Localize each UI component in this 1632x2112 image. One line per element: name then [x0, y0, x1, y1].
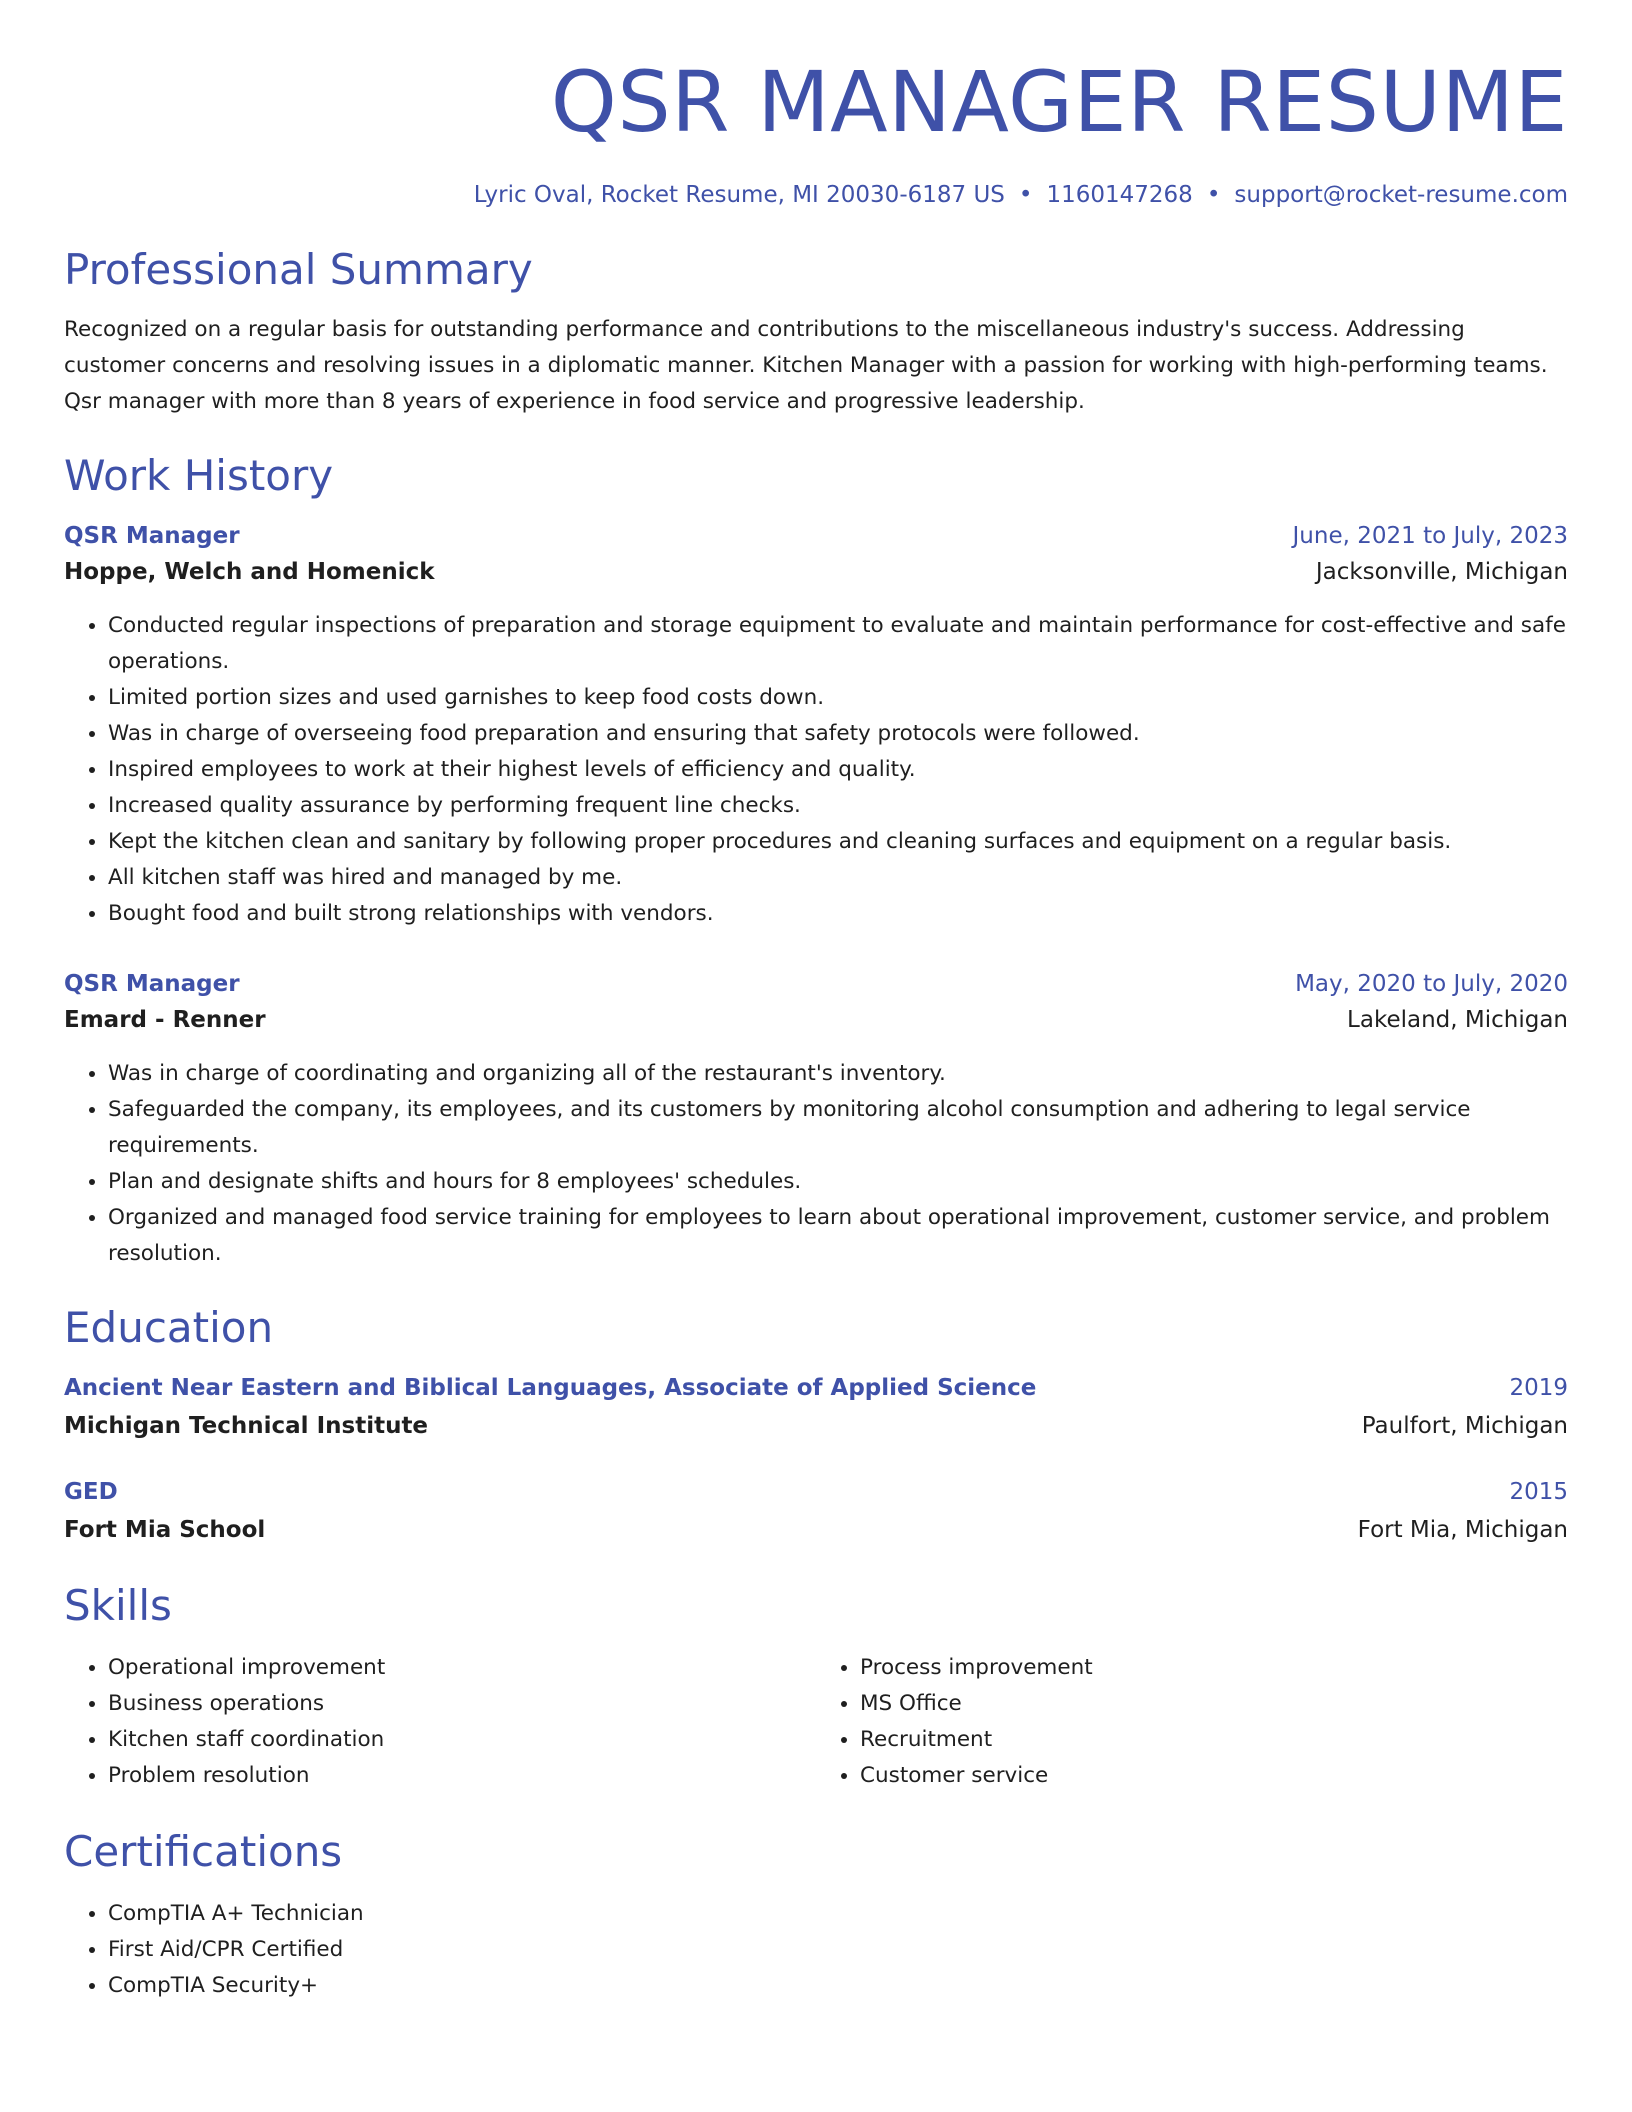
education-location: Paulfort, Michigan — [1361, 1413, 1568, 1439]
skill-item: • Recruitment — [860, 1722, 1568, 1758]
section-heading-education: Education — [64, 1303, 274, 1352]
job-bullet: • Plan and designate shifts and hours for 8 employees' schedules. — [108, 1164, 1568, 1200]
job-title: QSR Manager — [64, 971, 240, 997]
job-bullet: • Conducted regular inspections of preparation and storage equipment to evaluate and maintain performance for cost-effective and safe operations. — [108, 608, 1568, 680]
skill-item: • Problem resolution — [108, 1758, 816, 1794]
job-bullet: • Inspired employees to work at their highest levels of efficiency and quality. — [108, 752, 1568, 788]
job-employer: Hoppe, Welch and Homenick — [64, 559, 435, 585]
job-bullet: • Increased quality assurance by performing frequent line checks. — [108, 788, 1568, 824]
contact-phone: 1160147268 — [1046, 182, 1193, 208]
skill-item: • Operational improvement — [108, 1650, 816, 1686]
skill-item: • Customer service — [860, 1758, 1568, 1794]
section-heading-work-history: Work History — [64, 451, 334, 500]
education-entry — [64, 1476, 1568, 1548]
job-bullet: • Bought food and built strong relationships with vendors. — [108, 896, 1568, 932]
education-degree: GED — [64, 1479, 118, 1505]
certification-item: • CompTIA Security+ — [108, 1968, 1568, 2004]
education-school: Fort Mia School — [64, 1517, 266, 1543]
job-bullet: • Was in charge of overseeing food preparation and ensuring that safety protocols were followed. — [108, 716, 1568, 752]
job-location: Lakeland, Michigan — [1347, 1007, 1568, 1033]
job-dates: June, 2021 to July, 2023 — [1292, 523, 1568, 549]
resume-title: QSR MANAGER RESUME — [550, 53, 1568, 151]
section-heading-certifications: Certifications — [64, 1827, 343, 1876]
contact-address: Lyric Oval, Rocket Resume, MI 20030-6187 US — [473, 182, 1005, 208]
section-heading-skills: Skills — [64, 1581, 172, 1630]
job-bullets — [64, 608, 1568, 932]
job-bullet: • Limited portion sizes and used garnishes to keep food costs down. — [108, 680, 1568, 716]
certifications-list — [64, 1896, 1568, 2004]
skill-item: • MS Office — [860, 1686, 1568, 1722]
skills-column-left — [64, 1650, 816, 1794]
job-bullet: • All kitchen staff was hired and managed by me. — [108, 860, 1568, 896]
job-dates: May, 2020 to July, 2020 — [1295, 971, 1568, 997]
skills-column-right — [816, 1650, 1568, 1794]
certification-item: • First Aid/CPR Certified — [108, 1932, 1568, 1968]
skill-item: • Kitchen staff coordination — [108, 1722, 816, 1758]
job-bullet: • Safeguarded the company, its employees, and its customers by monitoring alcohol consumption and adhering to legal service requirements. — [108, 1092, 1568, 1164]
job-title: QSR Manager — [64, 523, 240, 549]
job-bullet: • Organized and managed food service training for employees to learn about operational improvement, customer service, and problem resolution. — [108, 1200, 1568, 1272]
job-bullets — [64, 1056, 1568, 1272]
job-entry — [64, 968, 1568, 1272]
contact-email[interactable]: support@rocket-resume.com — [1234, 182, 1568, 208]
skill-item: • Process improvement — [860, 1650, 1568, 1686]
contact-separator: • — [1206, 182, 1221, 208]
contact-line — [64, 180, 1568, 210]
job-bullet: • Kept the kitchen clean and sanitary by following proper procedures and cleaning surfaces and equipment on a regular basis. — [108, 824, 1568, 860]
certification-item: • CompTIA A+ Technician — [108, 1896, 1568, 1932]
education-year: 2015 — [1509, 1479, 1568, 1505]
education-location: Fort Mia, Michigan — [1357, 1517, 1568, 1543]
education-degree: Ancient Near Eastern and Biblical Languages, Associate of Applied Science — [64, 1375, 1037, 1401]
job-entry — [64, 520, 1568, 932]
education-entry — [64, 1372, 1568, 1444]
skill-item: • Business operations — [108, 1686, 816, 1722]
contact-separator: • — [1018, 182, 1033, 208]
job-employer: Emard - Renner — [64, 1007, 266, 1033]
job-bullet: • Was in charge of coordinating and organizing all of the restaurant's inventory. — [108, 1056, 1568, 1092]
education-school: Michigan Technical Institute — [64, 1413, 429, 1439]
summary-text: Recognized on a regular basis for outstanding performance and contributions to the miscellaneous industry's success. Addressing customer concerns and resolving issues in a diplomatic manner. Kitchen Manager with a passion for working with high-performing teams. Qsr manager with more than 8 years of experience in food service and progressive leadership. — [64, 317, 1548, 414]
section-heading-summary: Professional Summary — [64, 245, 533, 294]
job-location: Jacksonville, Michigan — [1315, 559, 1568, 585]
education-year: 2019 — [1509, 1375, 1568, 1401]
skills-grid — [64, 1650, 1568, 1794]
